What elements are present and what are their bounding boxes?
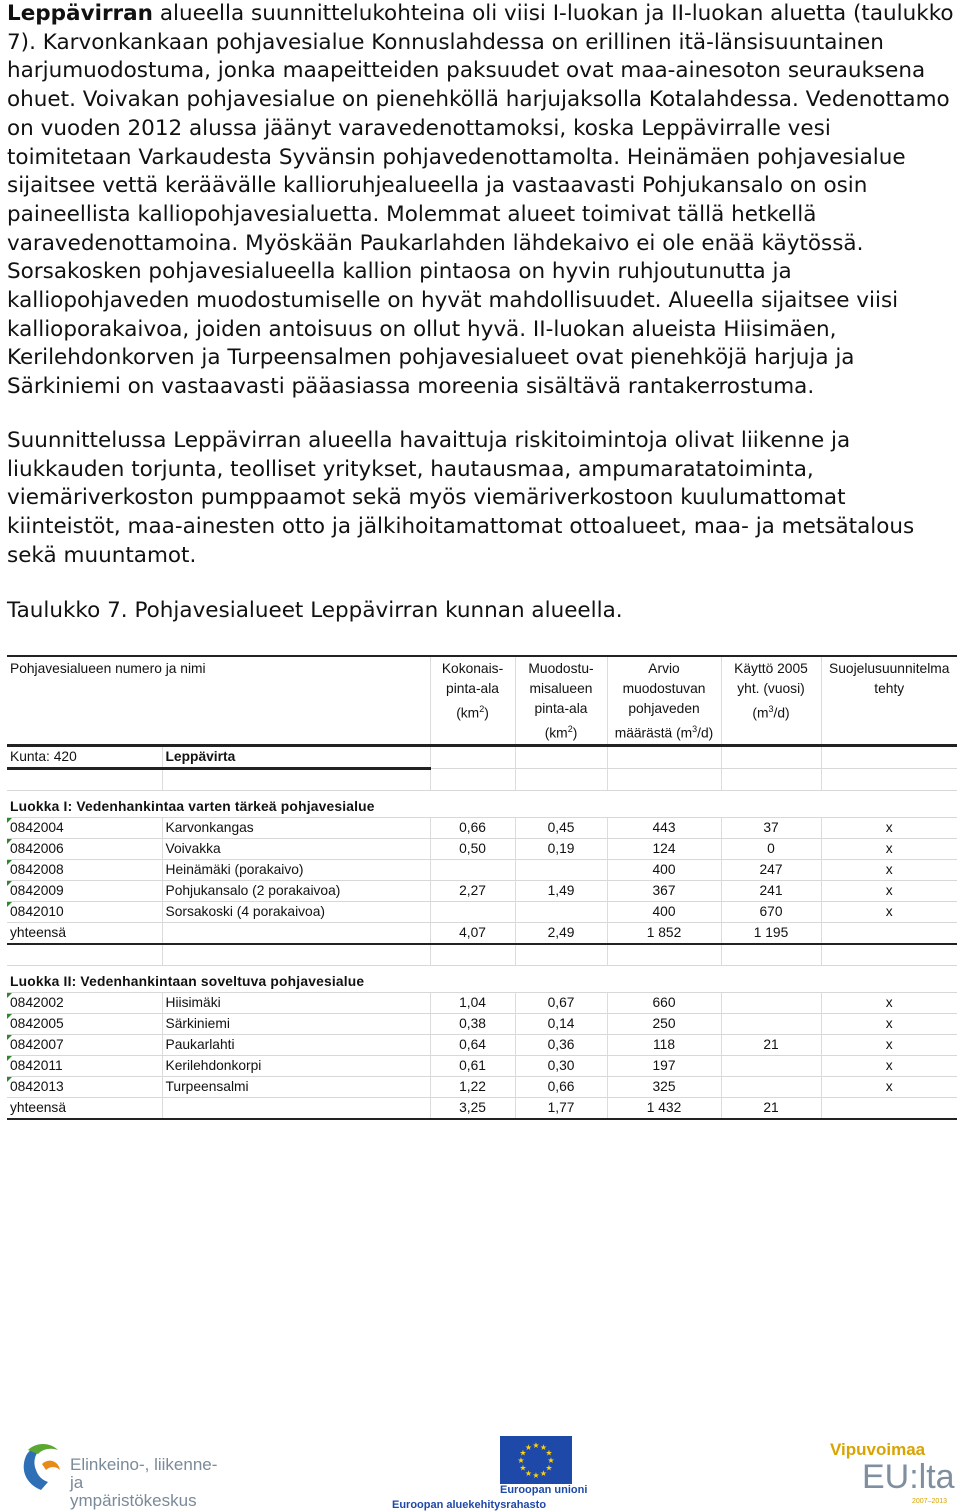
intro-paragraph-1	[7, 0, 957, 402]
class2-usage	[721, 1013, 821, 1034]
kunta-name: Leppävirta	[162, 745, 430, 768]
class2-area-id: 0842005	[7, 1013, 162, 1034]
class2-row	[7, 1055, 957, 1076]
class1-usage: 37	[721, 817, 821, 838]
eu-star-icon: ★	[532, 1441, 540, 1450]
class2-formation-area: 0,36	[515, 1034, 607, 1055]
class1-total-area	[430, 859, 515, 880]
class2-usage	[721, 992, 821, 1013]
class1-total-area: 4,07	[430, 922, 515, 944]
class2-protection-plan: x	[821, 1013, 957, 1034]
class2-total-area: 0,64	[430, 1034, 515, 1055]
intro-paragraph-1-text: alueella suunnittelukohteina oli viisi I-luokan ja II-luokan aluetta (taulukko 7). Karvonkankaan pohjavesialue Konnuslahdessa on erillinen itä-länsisuuntainen harjumuodostuma, jonka maapeitteiden paksuudet ovat maa-ainesoton seurauksena ohuet. Voivakan pohjavesialue on pienehköllä harjujaksolla Kotalahdessa. Vedenottamo on vuoden 2012 alussa jäänyt varavedenottamoksi, koska Leppävirralle vesi toimitetaan Varkaudesta Syvänsin pohjavedenottamolta. Heinämäen pohjavesialue sijaitsee vettä keräävälle kallioruhjealueella ja vastaavasti Pohjukansalo on osin paineellista kalliopohjavesialuetta. Molemmat alueet toimivat tällä hetkellä varavedenottamoina. Myöskään Paukarlahden lähdekaivo ei ole enää käytössä. Sorsakosken pohjavesialueella kallion pintaosa on hyvin ruhjoutunutta ja kalliopohjaveden muodostumiselle on hyvät mahdollisuudet. Alueella sijaitsee viisi kallioporakaivoa, joiden antoisuus on ollut hyvä. II-luokan alueista Hiisimäen, Kerilehdonkorven ja Turpeensalmen pohjavesialueet ovat pienehköjä harjuja ja Särkiniemi on vastaavasti pääasiassa moreenia sisältävä rantakerrostuma.	[7, 1, 954, 400]
class1-area-name: Pohjukansalo (2 porakaivoa)	[162, 880, 430, 901]
class2-total-est: 1 432	[607, 1097, 721, 1119]
class2-total-area: 1,22	[430, 1076, 515, 1097]
eu-star-icon: ★	[539, 1468, 548, 1478]
class1-protection-plan: x	[821, 880, 957, 901]
class1-area-id: 0842006	[7, 838, 162, 859]
header-total-area: Kokonais- pinta-ala $(km^2)$	[430, 656, 515, 745]
class1-total-area	[430, 901, 515, 922]
class2-estimate: 250	[607, 1013, 721, 1034]
class2-formation-area: 0,67	[515, 992, 607, 1013]
eu-flag-icon	[500, 1436, 572, 1484]
header-usage: Käyttö 2005 yht. (vuosi) $(m^3/d)$	[721, 656, 821, 745]
class1-total-area: 2,27	[430, 880, 515, 901]
vipu-years: 2007–2013	[912, 1498, 948, 1505]
class1-estimate: 443	[607, 817, 721, 838]
class1-title-row	[7, 790, 957, 817]
groundwater-table	[7, 655, 957, 1120]
class1-estimate: 400	[607, 901, 721, 922]
eu-logo	[392, 1434, 588, 1511]
header-formation-area: Muodostu- misalueen pinta-ala $(km^2)$	[515, 656, 607, 745]
class2-protection-plan: x	[821, 1034, 957, 1055]
class1-row	[7, 817, 957, 838]
kunta-label: Kunta: 420	[7, 745, 162, 768]
eu-name: Euroopan unioni	[500, 1484, 588, 1496]
class2-area-id: 0842013	[7, 1076, 162, 1097]
footer-logos	[0, 1430, 960, 1510]
class2-title-row	[7, 965, 957, 992]
header-estimate: Arvio muodostuvan pohjaveden määrästä $(m^3/d)$	[607, 656, 721, 745]
class1-row	[7, 901, 957, 922]
class1-total-form: 2,49	[515, 922, 607, 944]
header-name: Pohjavesialueen numero ja nimi	[7, 656, 430, 745]
class2-estimate: 118	[607, 1034, 721, 1055]
class2-estimate: 660	[607, 992, 721, 1013]
class1-row	[7, 838, 957, 859]
header-protection-plan: Suojelusuunnitelma tehty	[821, 656, 957, 745]
class1-total-area: 0,50	[430, 838, 515, 859]
class1-formation-area: 0,19	[515, 838, 607, 859]
class2-total-row	[7, 1097, 957, 1119]
class1-formation-area	[515, 859, 607, 880]
class2-protection-plan: x	[821, 992, 957, 1013]
class2-estimate: 325	[607, 1076, 721, 1097]
class2-formation-area: 0,30	[515, 1055, 607, 1076]
class1-area-id: 0842009	[7, 880, 162, 901]
class2-total-area: 0,61	[430, 1055, 515, 1076]
class2-row	[7, 1034, 957, 1055]
class2-total-area: 3,25	[430, 1097, 515, 1119]
class1-area-name: Voivakka	[162, 838, 430, 859]
class1-estimate: 367	[607, 880, 721, 901]
class2-area-name: Kerilehdonkorpi	[162, 1055, 430, 1076]
class1-area-id: 0842008	[7, 859, 162, 880]
class1-total-est: 1 852	[607, 922, 721, 944]
class2-area-id: 0842007	[7, 1034, 162, 1055]
vipu-line2: EU:lta	[862, 1458, 955, 1496]
class1-estimate: 400	[607, 859, 721, 880]
class1-protection-plan: x	[821, 859, 957, 880]
class1-total-row	[7, 922, 957, 944]
vipu-line1: Vipuvoimaa	[830, 1440, 926, 1459]
class2-total-area: 0,38	[430, 1013, 515, 1034]
class2-estimate: 197	[607, 1055, 721, 1076]
ely-text: Elinkeino-, liikenne- ja ympäristökeskus	[70, 1455, 218, 1510]
class2-area-name: Hiisimäki	[162, 992, 430, 1013]
eu-star-icon: ★	[524, 1468, 533, 1478]
class2-area-name: Särkiniemi	[162, 1013, 430, 1034]
class1-area-id: 0842010	[7, 901, 162, 922]
intro-paragraph-2: Suunnittelussa Leppävirran alueella havaittuja riskitoimintoja olivat liikenne ja liukkauden torjunta, teolliset yritykset, hautausmaa, ampumaratatoiminta, viemäriverkoston pumppaamot sekä myös viemäriverkostoon kuulumattomat kiinteistöt, maa-ainesten otto ja jälkihoitamattomat ottoalueet, maa- ja metsätalous sekä muuntamot.	[7, 428, 915, 568]
eu-star-icon: ★	[519, 1448, 527, 1458]
class2-formation-area: 0,14	[515, 1013, 607, 1034]
class2-protection-plan: x	[821, 1055, 957, 1076]
eu-star-icon: ★	[517, 1456, 525, 1465]
class2-area-id: 0842002	[7, 992, 162, 1013]
class1-usage: 241	[721, 880, 821, 901]
class2-usage: 21	[721, 1034, 821, 1055]
eu-fund-name: Euroopan aluekehitysrahasto	[392, 1499, 547, 1511]
class1-formation-area: 0,45	[515, 817, 607, 838]
class2-row	[7, 1013, 957, 1034]
class2-protection-plan: x	[821, 1076, 957, 1097]
class1-estimate: 124	[607, 838, 721, 859]
class1-total-area: 0,66	[430, 817, 515, 838]
intro-bold-lead: Leppävirran	[7, 1, 153, 26]
class2-area-id: 0842011	[7, 1055, 162, 1076]
class1-area-name: Heinämäki (porakaivo)	[162, 859, 430, 880]
eu-star-icon: ★	[545, 1463, 553, 1473]
eu-star-icon: ★	[524, 1443, 533, 1453]
class1-usage: 247	[721, 859, 821, 880]
class1-area-name: Sorsakoski (4 porakaivoa)	[162, 901, 430, 922]
class1-row	[7, 859, 957, 880]
class2-row	[7, 1076, 957, 1097]
kunta-row	[7, 745, 957, 768]
ely-logo	[18, 1436, 218, 1510]
class1-usage: 670	[721, 901, 821, 922]
class1-total-use: 1 195	[721, 922, 821, 944]
class1-area-name: Karvonkangas	[162, 817, 430, 838]
class1-area-id: 0842004	[7, 817, 162, 838]
class1-title: Luokka I: Vedenhankintaa varten tärkeä pohjavesialue	[7, 790, 957, 817]
eu-star-icon: ★	[539, 1443, 548, 1453]
class2-title: Luokka II: Vedenhankintaan soveltuva pohjavesialue	[7, 965, 957, 992]
class2-formation-area: 0,66	[515, 1076, 607, 1097]
class1-usage: 0	[721, 838, 821, 859]
class1-row	[7, 880, 957, 901]
eu-star-icon: ★	[547, 1456, 555, 1465]
eu-star-icon: ★	[532, 1471, 540, 1480]
class2-total-use: 21	[721, 1097, 821, 1119]
class2-total-label: yhteensä	[7, 1097, 162, 1119]
class2-area-name: Paukarlahti	[162, 1034, 430, 1055]
class2-area-name: Turpeensalmi	[162, 1076, 430, 1097]
table-caption: Taulukko 7. Pohjavesialueet Leppävirran kunnan alueella.	[7, 598, 623, 623]
class2-usage	[721, 1055, 821, 1076]
class1-formation-area: 1,49	[515, 880, 607, 901]
class1-formation-area	[515, 901, 607, 922]
class1-total-label: yhteensä	[7, 922, 162, 944]
class2-total-area: 1,04	[430, 992, 515, 1013]
class1-protection-plan: x	[821, 901, 957, 922]
vipuvoimaa-logo	[830, 1440, 955, 1508]
class2-usage	[721, 1076, 821, 1097]
eu-star-icon: ★	[545, 1448, 553, 1458]
class1-protection-plan: x	[821, 838, 957, 859]
table-header-row	[7, 656, 957, 745]
class1-protection-plan: x	[821, 817, 957, 838]
class2-row	[7, 992, 957, 1013]
class2-total-form: 1,77	[515, 1097, 607, 1119]
ely-swirl-icon	[18, 1440, 64, 1492]
eu-star-icon: ★	[519, 1463, 527, 1473]
